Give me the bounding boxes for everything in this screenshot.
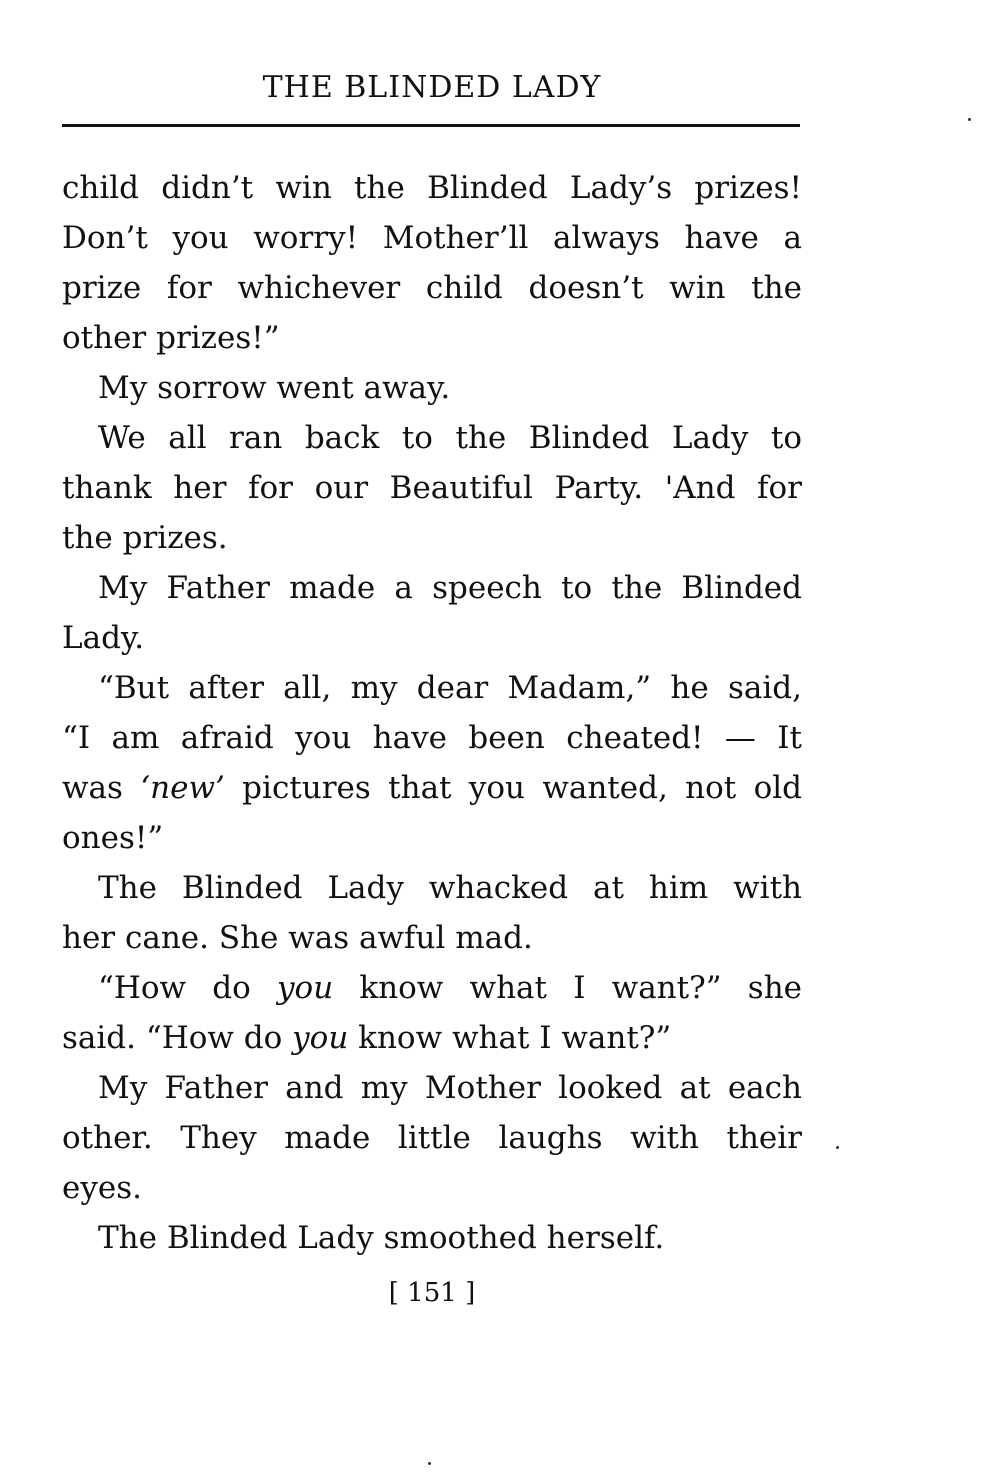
scan-speck (428, 1462, 431, 1465)
text-line (62, 763, 802, 813)
text-line: The Blinded Lady smoothed herself. (98, 1220, 665, 1256)
text-segment: said. “How do (62, 1020, 293, 1056)
text-segment: “How do (98, 970, 278, 1006)
text-line: Lady. (62, 620, 145, 656)
text-line: the prizes. (62, 520, 228, 556)
text-line: her cane. She was awful mad. (62, 920, 533, 956)
italic-word: you (277, 970, 334, 1006)
italic-word: you (292, 1020, 349, 1056)
text-segment: know what I want?” (348, 1020, 672, 1056)
text-line: other prizes!” (62, 320, 280, 356)
body-text (62, 163, 802, 1263)
page-number: [ 151 ] (388, 1278, 476, 1308)
text-line: thank her for our Beautiful Party. 'And for (62, 470, 802, 506)
text-line (62, 1013, 802, 1063)
text-line: “I am afraid you have been cheated! — It (62, 720, 802, 756)
text-line: child didn’t win the Blinded Lady’s prizes! (62, 170, 802, 206)
text-line: My sorrow went away. (98, 370, 451, 406)
header-rule (62, 124, 800, 127)
text-line: “But after all, my dear Madam,” he said, (98, 670, 802, 706)
text-line: The Blinded Lady whacked at him with (98, 870, 802, 906)
text-segment: was (62, 770, 141, 806)
italic-word: ‘new’ (140, 770, 225, 806)
text-line: My Father and my Mother looked at each (98, 1070, 802, 1106)
scan-speck (968, 118, 971, 121)
text-segment: know what I want?” she (333, 970, 802, 1006)
text-line (62, 963, 802, 1013)
text-line: prize for whichever child doesn’t win the (62, 270, 802, 306)
scan-speck (836, 1146, 839, 1149)
text-line: We all ran back to the Blinded Lady to (98, 420, 802, 456)
text-line: My Father made a speech to the Blinded (98, 570, 802, 606)
text-line: ones!” (62, 820, 164, 856)
running-head: THE BLINDED LADY (262, 70, 602, 105)
text-segment: pictures that you wanted, not old (224, 770, 802, 806)
text-line: other. They made little laughs with their (62, 1120, 802, 1156)
text-line: eyes. (62, 1170, 142, 1206)
text-line: Don’t you worry! Mother’ll always have a (62, 220, 802, 256)
